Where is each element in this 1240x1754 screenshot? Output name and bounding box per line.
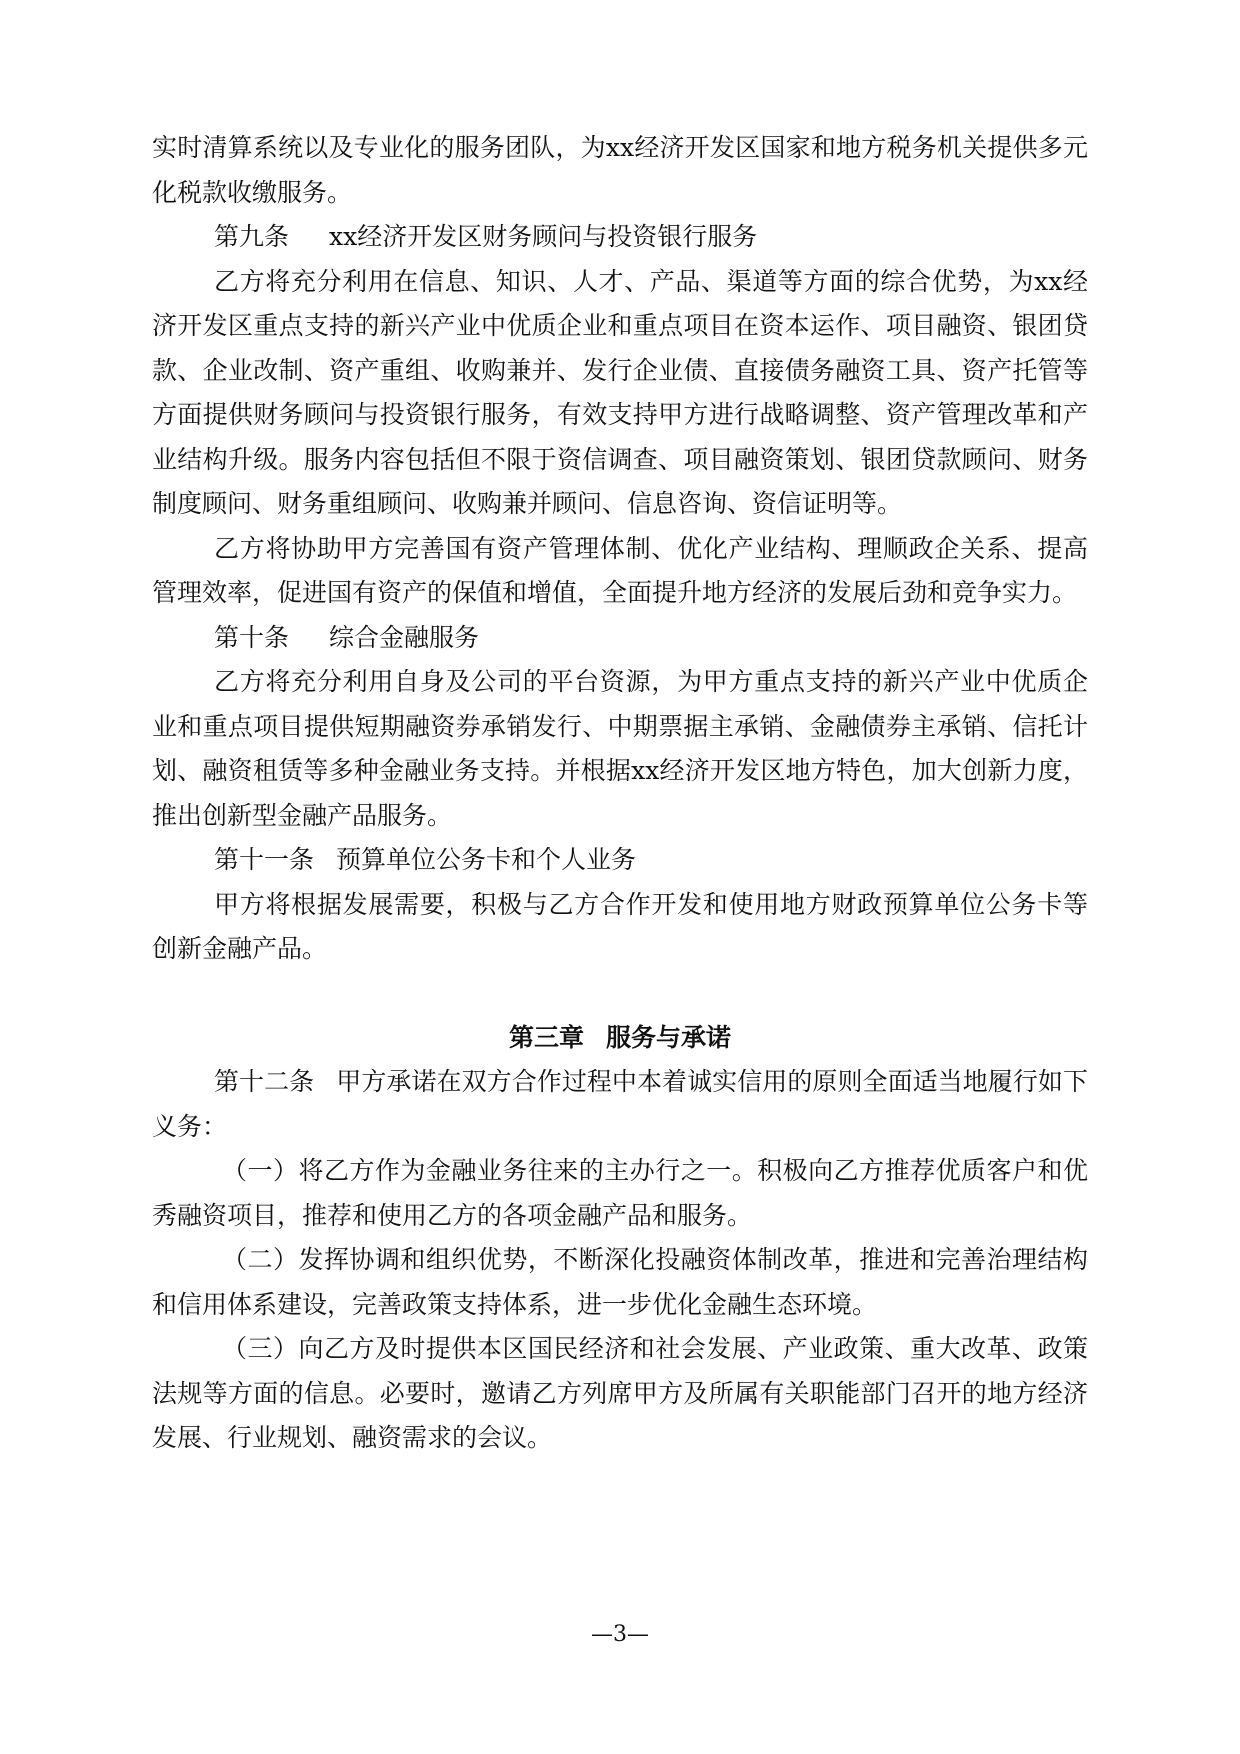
article-12-paragraph (152, 1060, 1088, 1149)
article-title: 综合金融服务 (329, 622, 480, 652)
article-title: xx经济开发区财务顾问与投资银行服务 (329, 222, 758, 251)
chapter-heading (152, 1016, 1088, 1061)
article-heading (152, 215, 1088, 260)
list-item: （二）发挥协调和组织优势，不断深化投融资体制改革，推进和完善治理结构和信用体系建设，完善政策支持体系，进一步优化金融生态环境。 (152, 1245, 1088, 1319)
article-text: 甲方承诺在双方合作过程中本着诚实信用的原则全面适当地履行如下义务： (152, 1067, 1088, 1141)
article-title: 预算单位公务卡和个人业务 (336, 845, 637, 874)
page-number: —3— (591, 1622, 649, 1647)
article-heading (152, 838, 1088, 883)
list-item: （一）将乙方作为金融业务往来的主办行之一。积极向乙方推荐优质客户和优秀融资项目，推荐和使用乙方的各项金融产品和服务。 (152, 1156, 1088, 1230)
paragraph: 乙方将充分利用自身及公司的平台资源，为甲方重点支持的新兴产业中优质企业和重点项目提供短期融资券承销发行、中期票据主承销、金融债券主承销、信托计划、融资租赁等多种金融业务支持。并根据xx经济开发区地方特色，加大创新力度，推出创新型金融产品服务。 (152, 667, 1088, 830)
article-number: 第十条 (214, 622, 290, 652)
paragraph: 乙方将协助甲方完善国有资产管理体制、优化产业结构、理顺政企关系、提高管理效率，促进国有资产的保值和增值，全面提升地方经济的发展后劲和竞争实力。 (152, 533, 1088, 607)
article-number: 第十二条 (214, 1067, 315, 1096)
article-heading (152, 616, 1088, 661)
paragraph: 实时清算系统以及专业化的服务团队，为xx经济开发区国家和地方税务机关提供多元化税款收缴服务。 (152, 133, 1088, 207)
paragraph: 乙方将充分利用在信息、知识、人才、产品、渠道等方面的综合优势，为xx经济开发区重点支持的新兴产业中优质企业和重点项目在资本运作、项目融资、银团贷款、企业改制、资产重组、收购兼并、发行企业债、直接债务融资工具、资产托管等方面提供财务顾问与投资银行服务，有效支持甲方进行战略调整、资产管理改革和产业结构升级。服务内容包括但不限于资信调查、项目融资策划、银团贷款顾问、财务制度顾问、财务重组顾问、收购兼并顾问、信息咨询、资信证明等。 (152, 266, 1088, 518)
article-number: 第九条 (214, 222, 290, 251)
article-number: 第十一条 (214, 845, 315, 874)
chapter-number: 第三章 (508, 1022, 584, 1052)
document-body (152, 126, 1088, 1461)
list-item: （三）向乙方及时提供本区国民经济和社会发展、产业政策、重大改革、政策法规等方面的信息。必要时，邀请乙方列席甲方及所属有关职能部门召开的地方经济发展、行业规划、融资需求的会议。 (152, 1334, 1088, 1452)
paragraph: 甲方将根据发展需要，积极与乙方合作开发和使用地方财政预算单位公务卡等创新金融产品。 (152, 889, 1088, 963)
chapter-title: 服务与承诺 (606, 1022, 732, 1052)
